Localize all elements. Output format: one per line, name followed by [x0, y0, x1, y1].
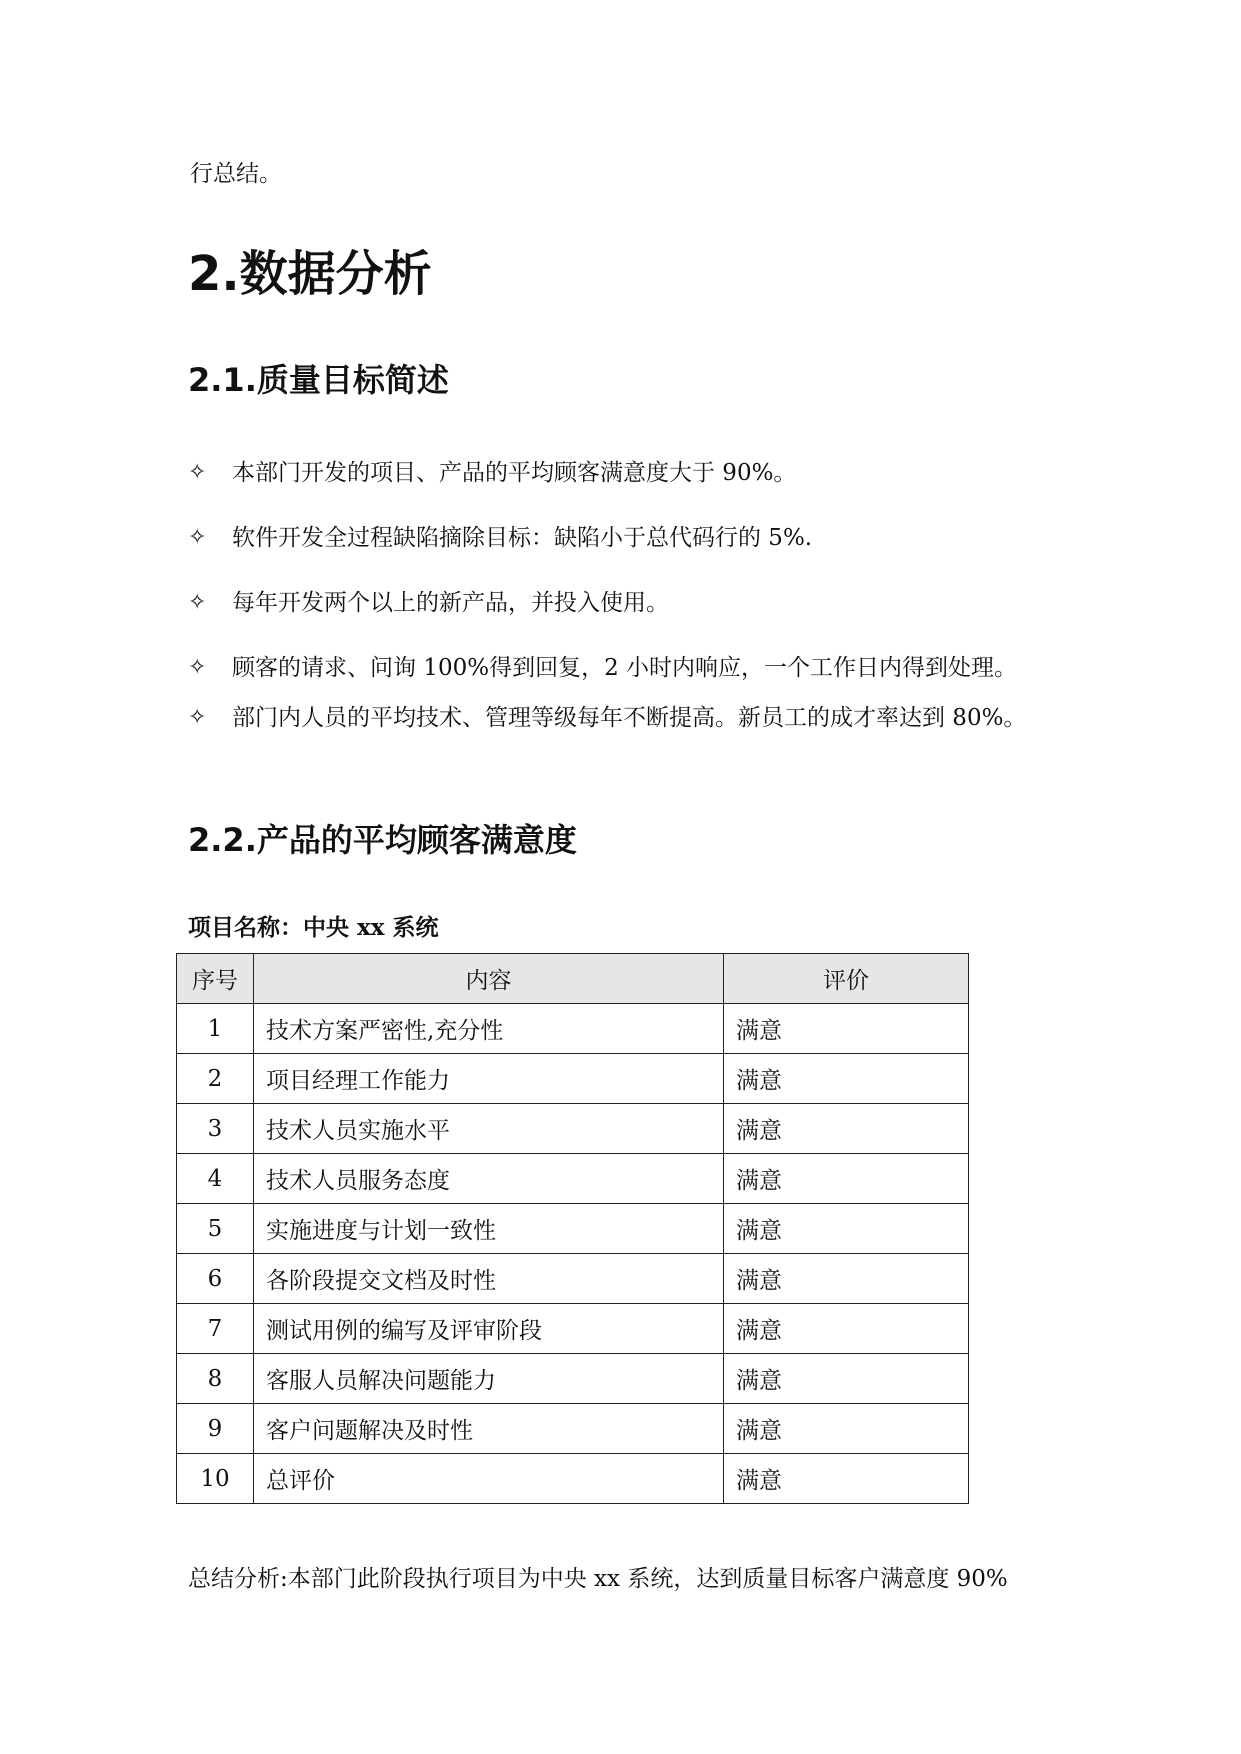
- row-evaluation-cell: 满意: [724, 1254, 969, 1304]
- row-evaluation-cell: 满意: [724, 1104, 969, 1154]
- subsection-heading-satisfaction: 2.2.产品的平均顾客满意度: [188, 821, 577, 859]
- list-item: [188, 513, 1068, 563]
- row-content-cell: 项目经理工作能力: [254, 1054, 724, 1104]
- section-title: 数据分析: [239, 246, 432, 302]
- row-content-cell: 总评价: [254, 1454, 724, 1504]
- section-heading: [188, 244, 432, 304]
- row-content-cell: 技术人员服务态度: [254, 1154, 724, 1204]
- goal-text: 软件开发全过程缺陷摘除目标：缺陷小于总代码行的 5%.: [232, 525, 813, 551]
- row-content-cell: 各阶段提交文档及时性: [254, 1254, 724, 1304]
- table-row: [177, 1454, 969, 1504]
- row-evaluation-cell: 满意: [724, 1004, 969, 1054]
- list-item: [188, 448, 1068, 498]
- goal-text: 顾客的请求、问询 100%得到回复，2 小时内响应，一个工作日内得到处理。: [232, 655, 1018, 681]
- row-content-cell: 测试用例的编写及评审阶段: [254, 1304, 724, 1354]
- sparkle-bullet-icon: ✧: [188, 655, 207, 680]
- row-evaluation-cell: 满意: [724, 1404, 969, 1454]
- table-row: [177, 1204, 969, 1254]
- row-content-cell: 技术方案严密性,充分性: [254, 1004, 724, 1054]
- row-content-cell: 技术人员实施水平: [254, 1104, 724, 1154]
- row-number-cell: 8: [177, 1354, 254, 1404]
- subsection-heading-quality-goals: 2.1.质量目标简述: [188, 361, 449, 399]
- row-number-cell: 7: [177, 1304, 254, 1354]
- row-evaluation-cell: 满意: [724, 1354, 969, 1404]
- row-number-cell: 6: [177, 1254, 254, 1304]
- header-evaluation: 评价: [724, 954, 969, 1004]
- sparkle-bullet-icon: ✧: [188, 525, 207, 550]
- table-row: [177, 1404, 969, 1454]
- row-number-cell: 5: [177, 1204, 254, 1254]
- table-row: [177, 1104, 969, 1154]
- project-name-label: 项目名称：中央 xx 系统: [188, 914, 439, 941]
- row-number-cell: 1: [177, 1004, 254, 1054]
- row-number-cell: 4: [177, 1154, 254, 1204]
- section-number: 2.: [188, 246, 240, 302]
- intro-paragraph: 行总结。: [190, 161, 282, 187]
- table-row: [177, 1154, 969, 1204]
- goal-text: 本部门开发的项目、产品的平均顾客满意度大于 90%。: [232, 460, 797, 486]
- table-row: [177, 1054, 969, 1104]
- table-header-row: [177, 954, 969, 1004]
- row-number-cell: 10: [177, 1454, 254, 1504]
- sparkle-bullet-icon: ✧: [188, 590, 207, 615]
- goal-text: 每年开发两个以上的新产品，并投入使用。: [232, 590, 669, 616]
- row-evaluation-cell: 满意: [724, 1154, 969, 1204]
- list-item: [188, 693, 1068, 743]
- row-evaluation-cell: 满意: [724, 1454, 969, 1504]
- table-row: [177, 1004, 969, 1054]
- sparkle-bullet-icon: ✧: [188, 705, 207, 730]
- satisfaction-table: [176, 953, 969, 1504]
- sparkle-bullet-icon: ✧: [188, 460, 207, 485]
- row-number-cell: 9: [177, 1404, 254, 1454]
- row-number-cell: 2: [177, 1054, 254, 1104]
- header-content: 内容: [254, 954, 724, 1004]
- goal-text: 部门内人员的平均技术、管理等级每年不断提高。新员工的成才率达到 80%。: [232, 705, 1027, 731]
- row-evaluation-cell: 满意: [724, 1204, 969, 1254]
- list-item: [188, 578, 1068, 628]
- list-item: [188, 643, 1068, 693]
- row-content-cell: 实施进度与计划一致性: [254, 1204, 724, 1254]
- row-evaluation-cell: 满意: [724, 1304, 969, 1354]
- row-content-cell: 客户问题解决及时性: [254, 1404, 724, 1454]
- table-row: [177, 1254, 969, 1304]
- header-no: 序号: [177, 954, 254, 1004]
- row-evaluation-cell: 满意: [724, 1054, 969, 1104]
- table-row: [177, 1304, 969, 1354]
- table-body: [177, 1004, 969, 1504]
- quality-goals-list: [188, 448, 1068, 743]
- summary-paragraph: 总结分析:本部门此阶段执行项目为中央 xx 系统，达到质量目标客户满意度 90%: [188, 1566, 1008, 1592]
- row-number-cell: 3: [177, 1104, 254, 1154]
- row-content-cell: 客服人员解决问题能力: [254, 1354, 724, 1404]
- table-row: [177, 1354, 969, 1404]
